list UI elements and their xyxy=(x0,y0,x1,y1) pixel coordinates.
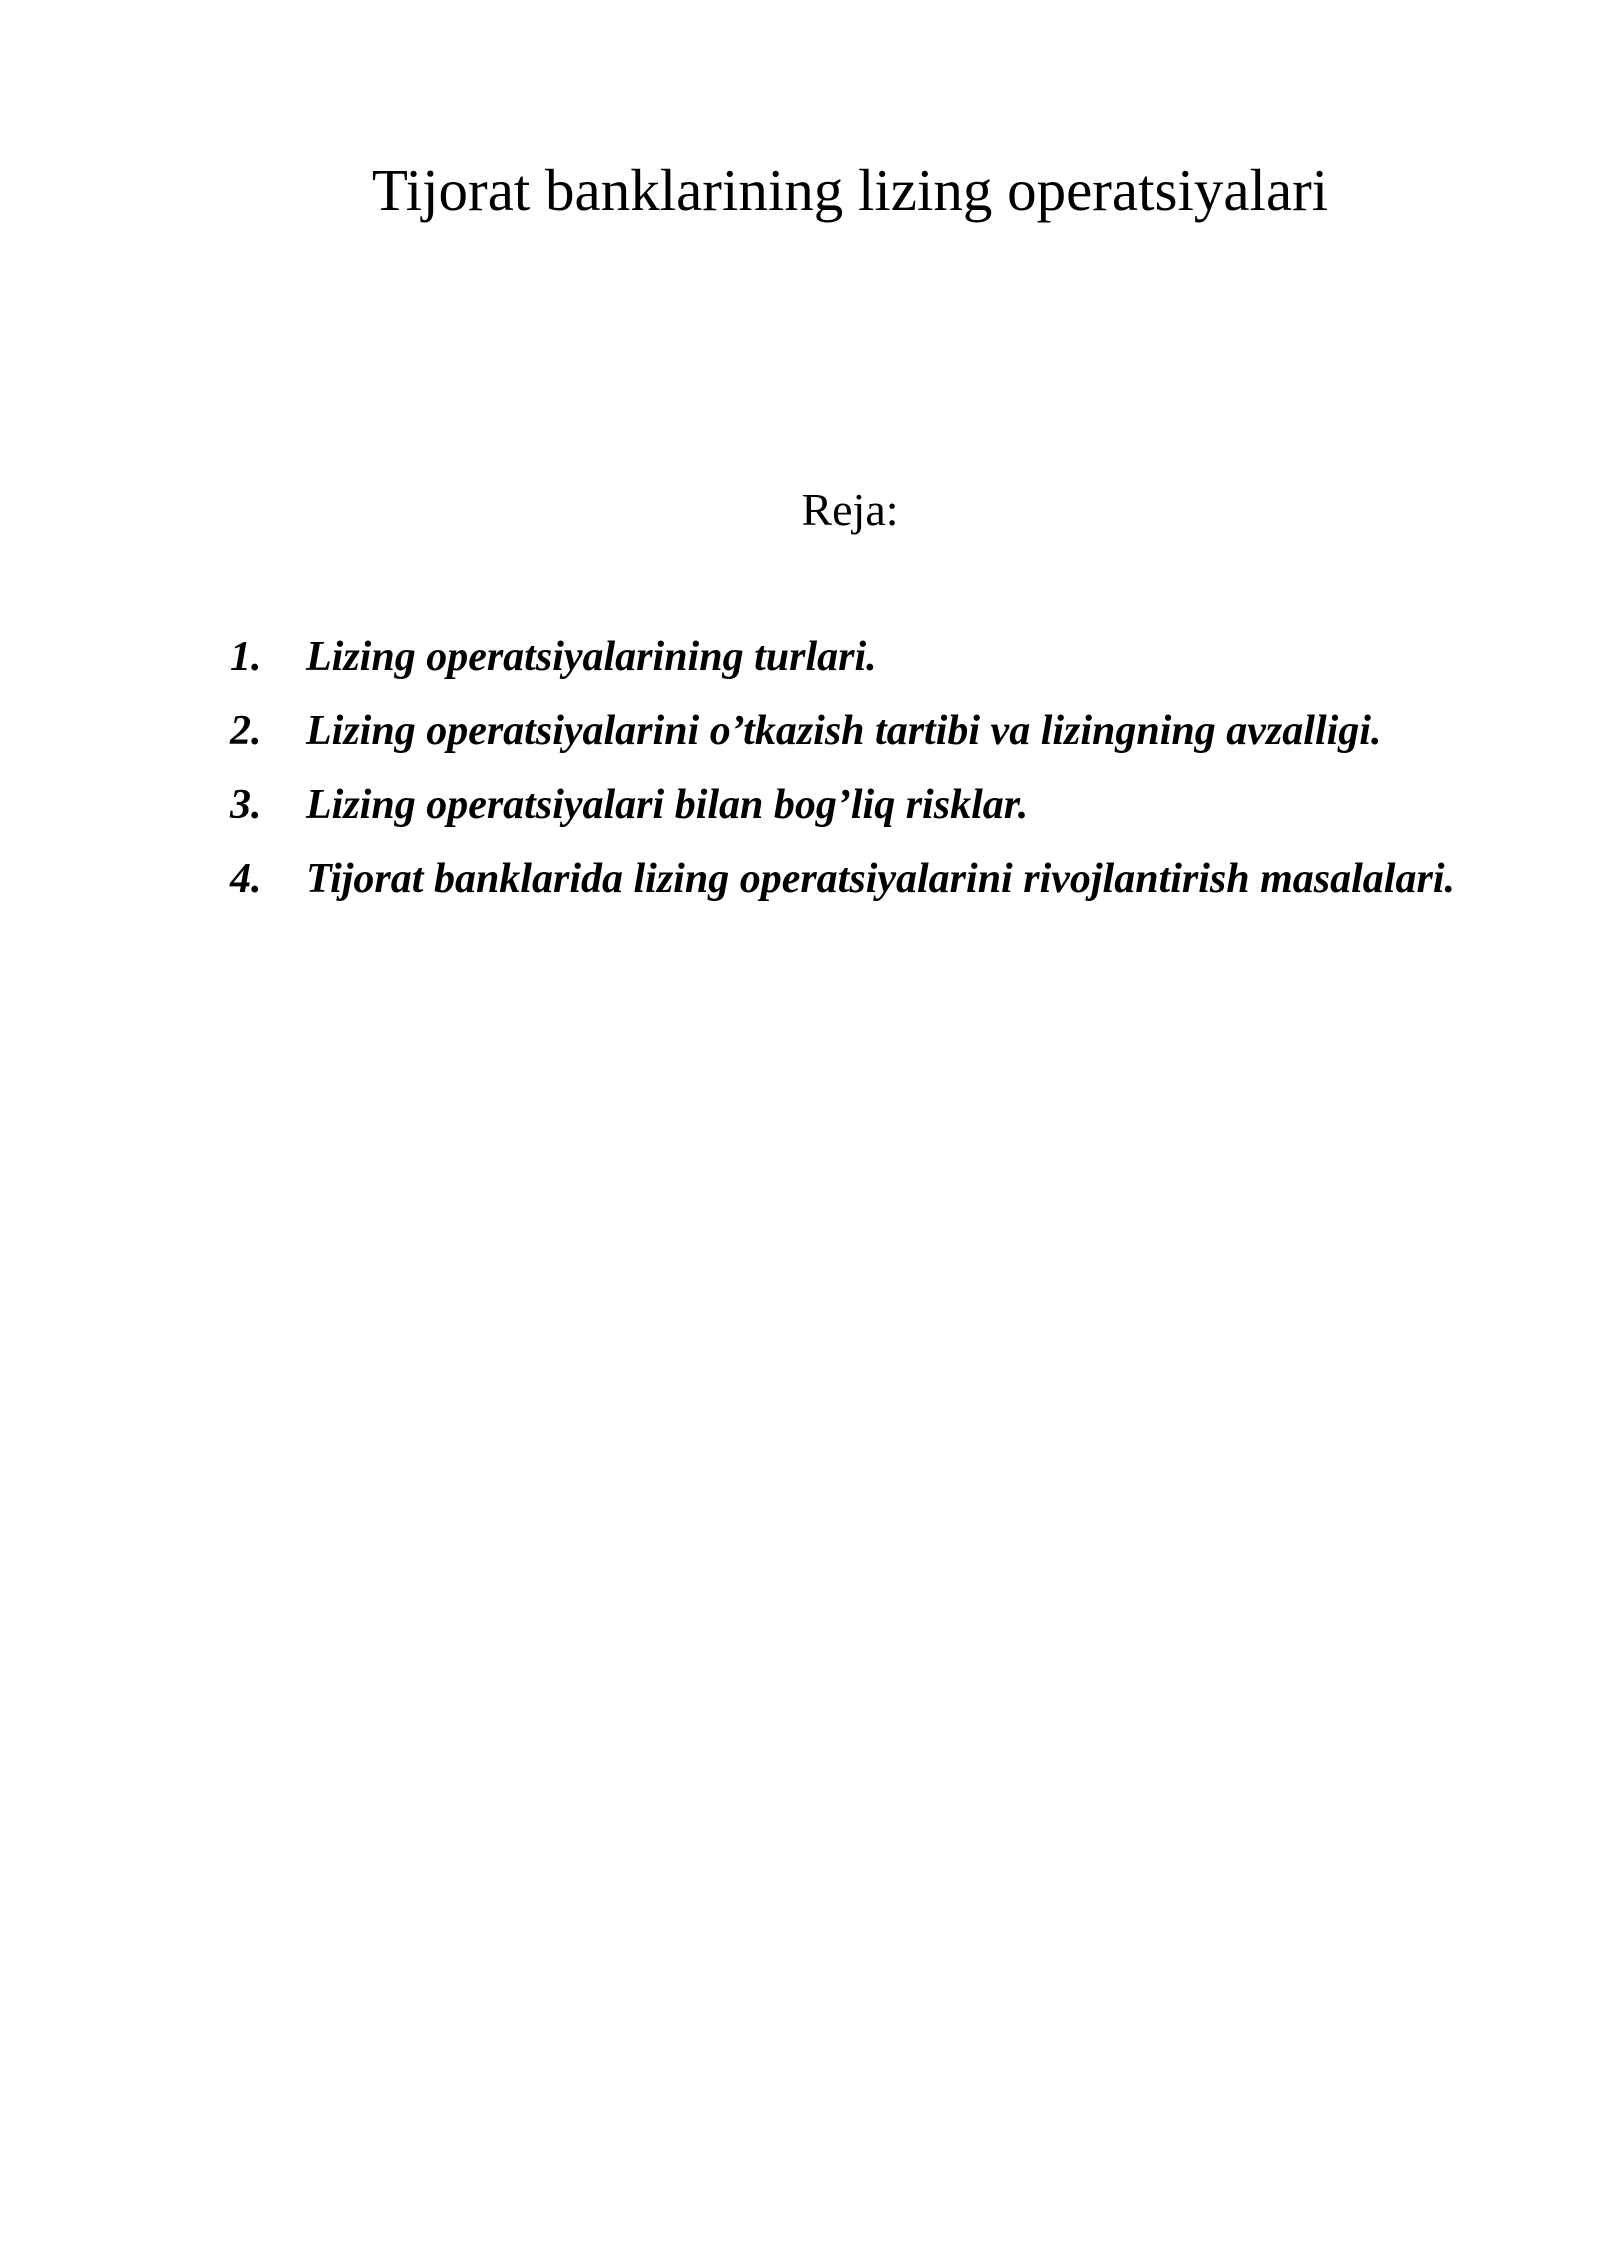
plan-item-4 xyxy=(230,842,1455,916)
plan-item-text: Lizing operatsiyalarining turlari. xyxy=(306,634,877,680)
plan-item-number: 4. xyxy=(230,856,262,902)
plan-item-text: Lizing operatsiyalarini o’tkazish tartibi va lizingning avzalligi. xyxy=(306,708,1382,754)
plan-item-text: Tijorat banklarida lizing operatsiyalarini rivojlantirish masalalari. xyxy=(306,856,1455,902)
plan-item-2 xyxy=(230,694,1455,768)
document-title: Tijorat banklarining lizing operatsiyalari xyxy=(371,157,1329,223)
plan-item-text: Lizing operatsiyalari bilan bog’liq risklar. xyxy=(306,782,1029,828)
plan-heading: Reja: xyxy=(801,484,899,535)
plan-item-number: 3. xyxy=(230,782,262,828)
plan-item-3 xyxy=(230,768,1455,842)
plan-item-1 xyxy=(230,620,1455,694)
plan-item-number: 2. xyxy=(230,708,262,754)
plan-item-number: 1. xyxy=(230,634,262,680)
plan-list xyxy=(230,620,1455,916)
